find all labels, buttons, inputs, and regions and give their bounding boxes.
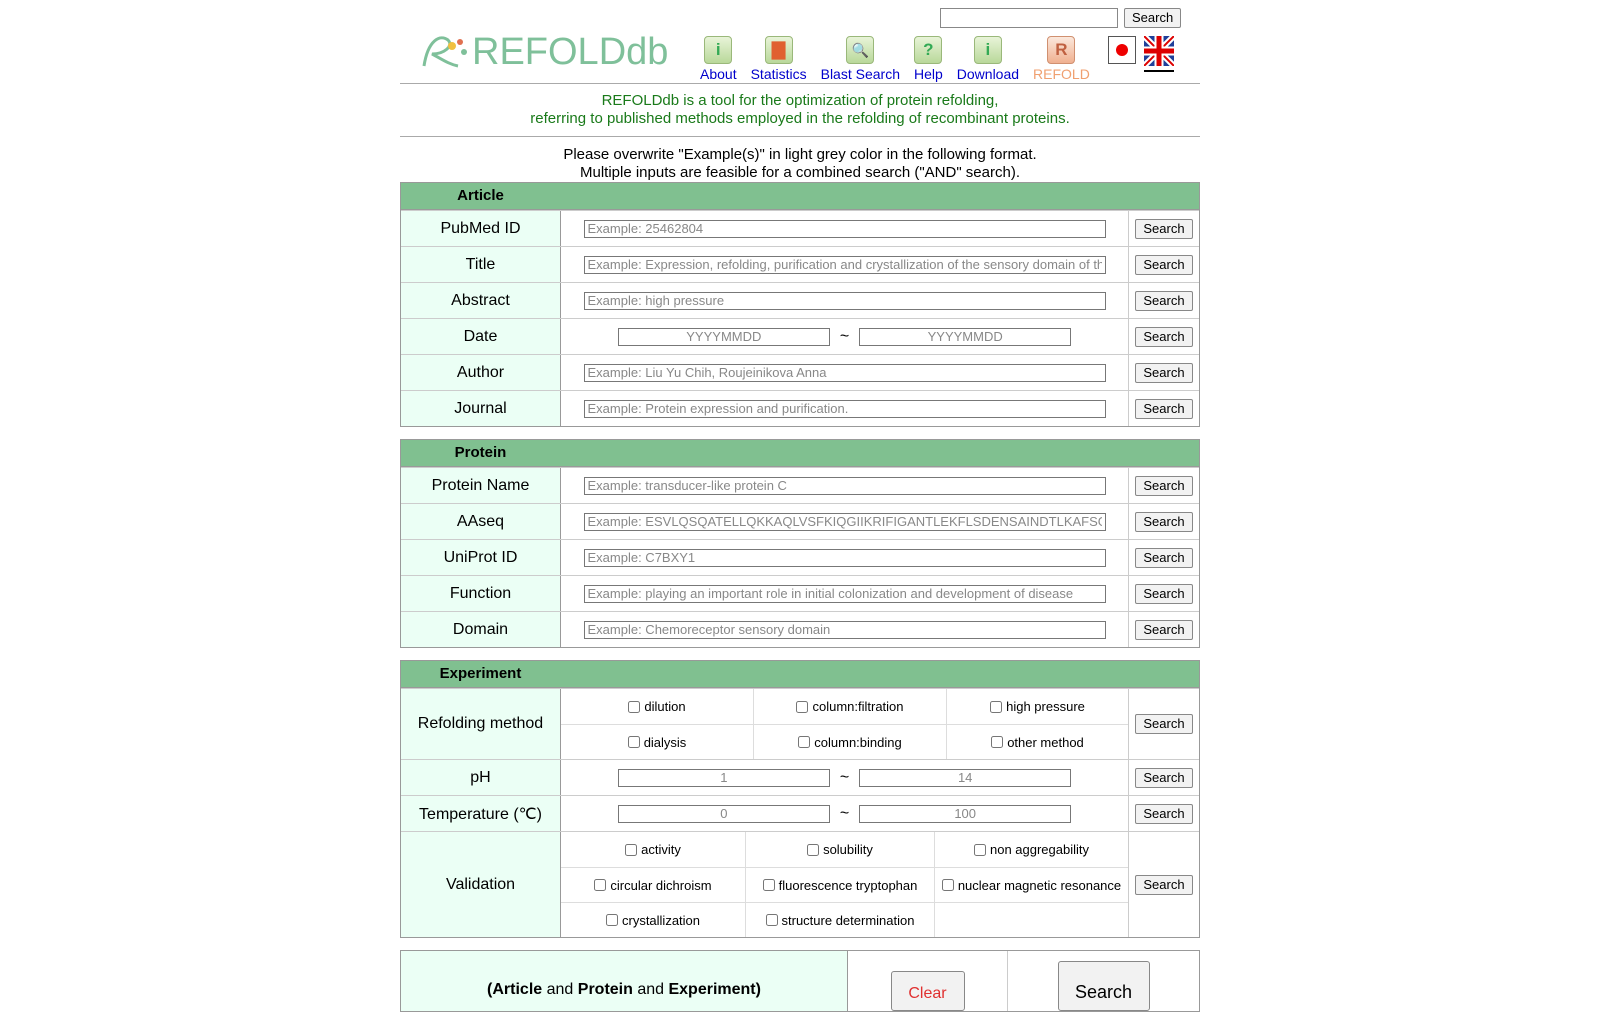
- divider: [400, 136, 1200, 137]
- nav-refold[interactable]: [1033, 36, 1090, 82]
- logo[interactable]: [418, 30, 668, 74]
- refolding-search-button[interactable]: Search: [1135, 714, 1192, 734]
- nav-label[interactable]: Help: [913, 66, 943, 82]
- magnifier-icon: 🔍: [846, 36, 874, 64]
- option-label: structure determination: [781, 912, 915, 928]
- fluorescence-tryptophan-checkbox[interactable]: [763, 879, 775, 891]
- combined-word: Protein: [577, 981, 633, 998]
- combined-search-bar: [400, 950, 1200, 1012]
- combined-search-label: [401, 951, 848, 1011]
- range-separator: ~: [839, 804, 850, 822]
- uniprot-search-button[interactable]: Search: [1135, 548, 1192, 568]
- validation-search-button[interactable]: Search: [1135, 875, 1192, 895]
- abstract-row: [401, 282, 1199, 318]
- aaseq-row: [401, 503, 1199, 539]
- nav-label[interactable]: About: [700, 66, 737, 82]
- main-nav: [700, 36, 1104, 82]
- date-from-input[interactable]: [618, 328, 830, 346]
- temperature-row: [401, 795, 1199, 831]
- option-non-aggregability[interactable]: [935, 832, 1128, 867]
- function-search-button[interactable]: Search: [1135, 584, 1192, 604]
- logo-text: REFOLDdb: [472, 30, 669, 73]
- divider: [400, 83, 1200, 84]
- function-input[interactable]: [584, 585, 1106, 603]
- non-aggregability-checkbox[interactable]: [974, 844, 986, 856]
- column-binding-checkbox[interactable]: [798, 736, 810, 748]
- domain-search-button[interactable]: Search: [1135, 620, 1192, 640]
- nav-label[interactable]: Blast Search: [820, 66, 900, 82]
- combined-word: Article: [492, 981, 543, 998]
- intro-line: REFOLDdb is a tool for the optimization of protein refolding,: [601, 92, 999, 109]
- empty-cell: [935, 902, 1128, 937]
- logo-mark-icon: [418, 30, 470, 74]
- temperature-to-input[interactable]: [859, 805, 1071, 823]
- and-text: and: [632, 981, 669, 998]
- nav-label[interactable]: Download: [956, 66, 1020, 82]
- field-label: Temperature (℃): [401, 796, 561, 831]
- field-label: pH: [401, 760, 561, 795]
- refold-icon: R: [1047, 36, 1075, 64]
- bar-chart-icon: ▇: [765, 36, 793, 64]
- option-label: solubility: [823, 842, 873, 857]
- activity-checkbox[interactable]: [625, 844, 637, 856]
- function-row: [401, 575, 1199, 611]
- option-label: dialysis: [643, 734, 687, 750]
- question-icon: ?: [914, 36, 942, 64]
- and-text: and: [542, 981, 578, 998]
- title-input[interactable]: [584, 256, 1106, 274]
- author-row: [401, 354, 1199, 390]
- nav-label[interactable]: REFOLD: [1033, 66, 1090, 82]
- journal-input[interactable]: [584, 400, 1106, 418]
- aaseq-input[interactable]: [584, 513, 1106, 531]
- field-label: Date: [401, 319, 561, 354]
- field-label: Refolding method: [401, 689, 561, 759]
- range-separator: ~: [839, 327, 850, 345]
- option-label: dilution: [644, 699, 686, 714]
- language-switch: [1108, 36, 1174, 72]
- top-search: [940, 8, 1181, 28]
- paren: (: [487, 981, 493, 998]
- pubmed-row: [401, 210, 1199, 246]
- top-search-input[interactable]: [940, 8, 1118, 28]
- high-pressure-checkbox[interactable]: [990, 701, 1002, 713]
- option-circular-dichroism[interactable]: [561, 867, 746, 902]
- other-method-checkbox[interactable]: [991, 736, 1003, 748]
- instruction-line: Please overwrite "Example(s)" in light grey color in the following format.: [563, 146, 1037, 163]
- option-label: circular dichroism: [610, 877, 712, 893]
- intro-text: [400, 92, 1200, 128]
- option-activity[interactable]: [561, 832, 746, 867]
- abstract-input[interactable]: [584, 292, 1106, 310]
- nav-statistics[interactable]: [751, 36, 807, 82]
- experiment-section: [400, 660, 1200, 938]
- instruction-line: Multiple inputs are feasible for a combined search ("AND" search).: [579, 164, 1020, 181]
- option-label: activity: [641, 842, 681, 857]
- journal-search-button[interactable]: Search: [1135, 399, 1192, 419]
- ph-row: [401, 759, 1199, 795]
- protein-name-row: [401, 467, 1199, 503]
- option-high-pressure[interactable]: [947, 689, 1128, 724]
- solubility-checkbox[interactable]: [807, 844, 819, 856]
- article-section: [400, 182, 1200, 427]
- option-label: nuclear magnetic resonance: [957, 877, 1122, 893]
- author-input[interactable]: [584, 364, 1106, 382]
- circular-dichroism-checkbox[interactable]: [594, 879, 606, 891]
- pubmed-id-input[interactable]: [584, 220, 1106, 238]
- info-icon: i: [704, 36, 732, 64]
- option-solubility[interactable]: [746, 832, 935, 867]
- date-row: [401, 318, 1199, 354]
- abstract-search-button[interactable]: Search: [1135, 291, 1192, 311]
- option-dilution[interactable]: [561, 689, 754, 724]
- section-header: [401, 183, 1199, 210]
- section-header: [401, 440, 1199, 467]
- ph-search-button[interactable]: Search: [1135, 768, 1192, 788]
- option-label: column:filtration: [812, 699, 904, 714]
- protein-name-search-button[interactable]: Search: [1135, 476, 1192, 496]
- field-label: PubMed ID: [401, 211, 561, 246]
- dialysis-checkbox[interactable]: [628, 736, 640, 748]
- dilution-checkbox[interactable]: [628, 701, 640, 713]
- author-search-button[interactable]: Search: [1135, 363, 1192, 383]
- uniprot-row: [401, 539, 1199, 575]
- aaseq-search-button[interactable]: Search: [1135, 512, 1192, 532]
- option-nmr[interactable]: [935, 867, 1128, 902]
- protein-section: [400, 439, 1200, 648]
- uk-flag-icon[interactable]: [1144, 36, 1174, 72]
- journal-row: [401, 390, 1199, 426]
- validation-row: [401, 831, 1199, 937]
- option-column-binding[interactable]: [754, 724, 947, 759]
- clear-button[interactable]: Clear: [891, 971, 965, 1011]
- option-label: non aggregability: [989, 842, 1090, 857]
- option-label: crystallization: [621, 912, 701, 928]
- domain-input[interactable]: [584, 621, 1106, 639]
- ph-from-input[interactable]: [618, 769, 830, 787]
- paren: ): [755, 981, 761, 998]
- section-title: Protein: [454, 444, 507, 461]
- option-fluorescence-tryptophan[interactable]: [746, 867, 935, 902]
- option-other-method[interactable]: [947, 724, 1128, 759]
- top-search-button[interactable]: Search: [1124, 8, 1181, 28]
- field-label: Function: [401, 576, 561, 611]
- option-structure-determination[interactable]: [746, 902, 935, 937]
- section-header: [401, 661, 1199, 688]
- field-label: UniProt ID: [401, 540, 561, 575]
- date-to-input[interactable]: [859, 328, 1071, 346]
- instructions: [400, 146, 1200, 182]
- field-label: Title: [401, 247, 561, 282]
- date-search-button[interactable]: Search: [1135, 327, 1192, 347]
- field-label: Journal: [401, 391, 561, 426]
- combined-word: Experiment: [668, 981, 756, 998]
- nmr-checkbox[interactable]: [942, 879, 954, 891]
- nav-about[interactable]: [700, 36, 737, 82]
- pubmed-search-button[interactable]: Search: [1135, 219, 1192, 239]
- section-title: Article: [457, 187, 504, 204]
- nav-help[interactable]: [914, 36, 943, 82]
- ph-to-input[interactable]: [859, 769, 1071, 787]
- uniprot-id-input[interactable]: [584, 549, 1106, 567]
- field-label: Validation: [401, 832, 561, 937]
- combined-search-button[interactable]: Search: [1058, 961, 1150, 1011]
- option-crystallization[interactable]: [561, 902, 746, 937]
- domain-row: [401, 611, 1199, 647]
- option-label: high pressure: [1006, 699, 1085, 714]
- japanese-flag-icon[interactable]: [1108, 36, 1136, 64]
- option-column-filtration[interactable]: [754, 689, 947, 724]
- range-separator: ~: [839, 768, 850, 786]
- section-title: Experiment: [439, 665, 522, 682]
- title-row: [401, 246, 1199, 282]
- column-filtration-checkbox[interactable]: [796, 701, 808, 713]
- field-label: AAseq: [401, 504, 561, 539]
- intro-line: referring to published methods employed in the refolding of recombinant proteins.: [530, 110, 1070, 127]
- field-label: Author: [401, 355, 561, 390]
- option-label: fluorescence tryptophan: [778, 877, 918, 893]
- nav-blast-search[interactable]: [821, 36, 900, 82]
- option-label: other method: [1007, 734, 1084, 750]
- structure-determination-checkbox[interactable]: [766, 914, 778, 926]
- title-search-button[interactable]: Search: [1135, 255, 1192, 275]
- nav-label[interactable]: Statistics: [750, 66, 807, 82]
- temperature-search-button[interactable]: Search: [1135, 804, 1192, 824]
- refolding-method-row: [401, 688, 1199, 759]
- info-icon: i: [974, 36, 1002, 64]
- field-label: Protein Name: [401, 468, 561, 503]
- crystallization-checkbox[interactable]: [606, 914, 618, 926]
- temperature-from-input[interactable]: [618, 805, 830, 823]
- nav-download[interactable]: [957, 36, 1019, 82]
- option-dialysis[interactable]: [561, 724, 754, 759]
- option-label: column:binding: [814, 734, 902, 750]
- protein-name-input[interactable]: [584, 477, 1106, 495]
- field-label: Domain: [401, 612, 561, 647]
- field-label: Abstract: [401, 283, 561, 318]
